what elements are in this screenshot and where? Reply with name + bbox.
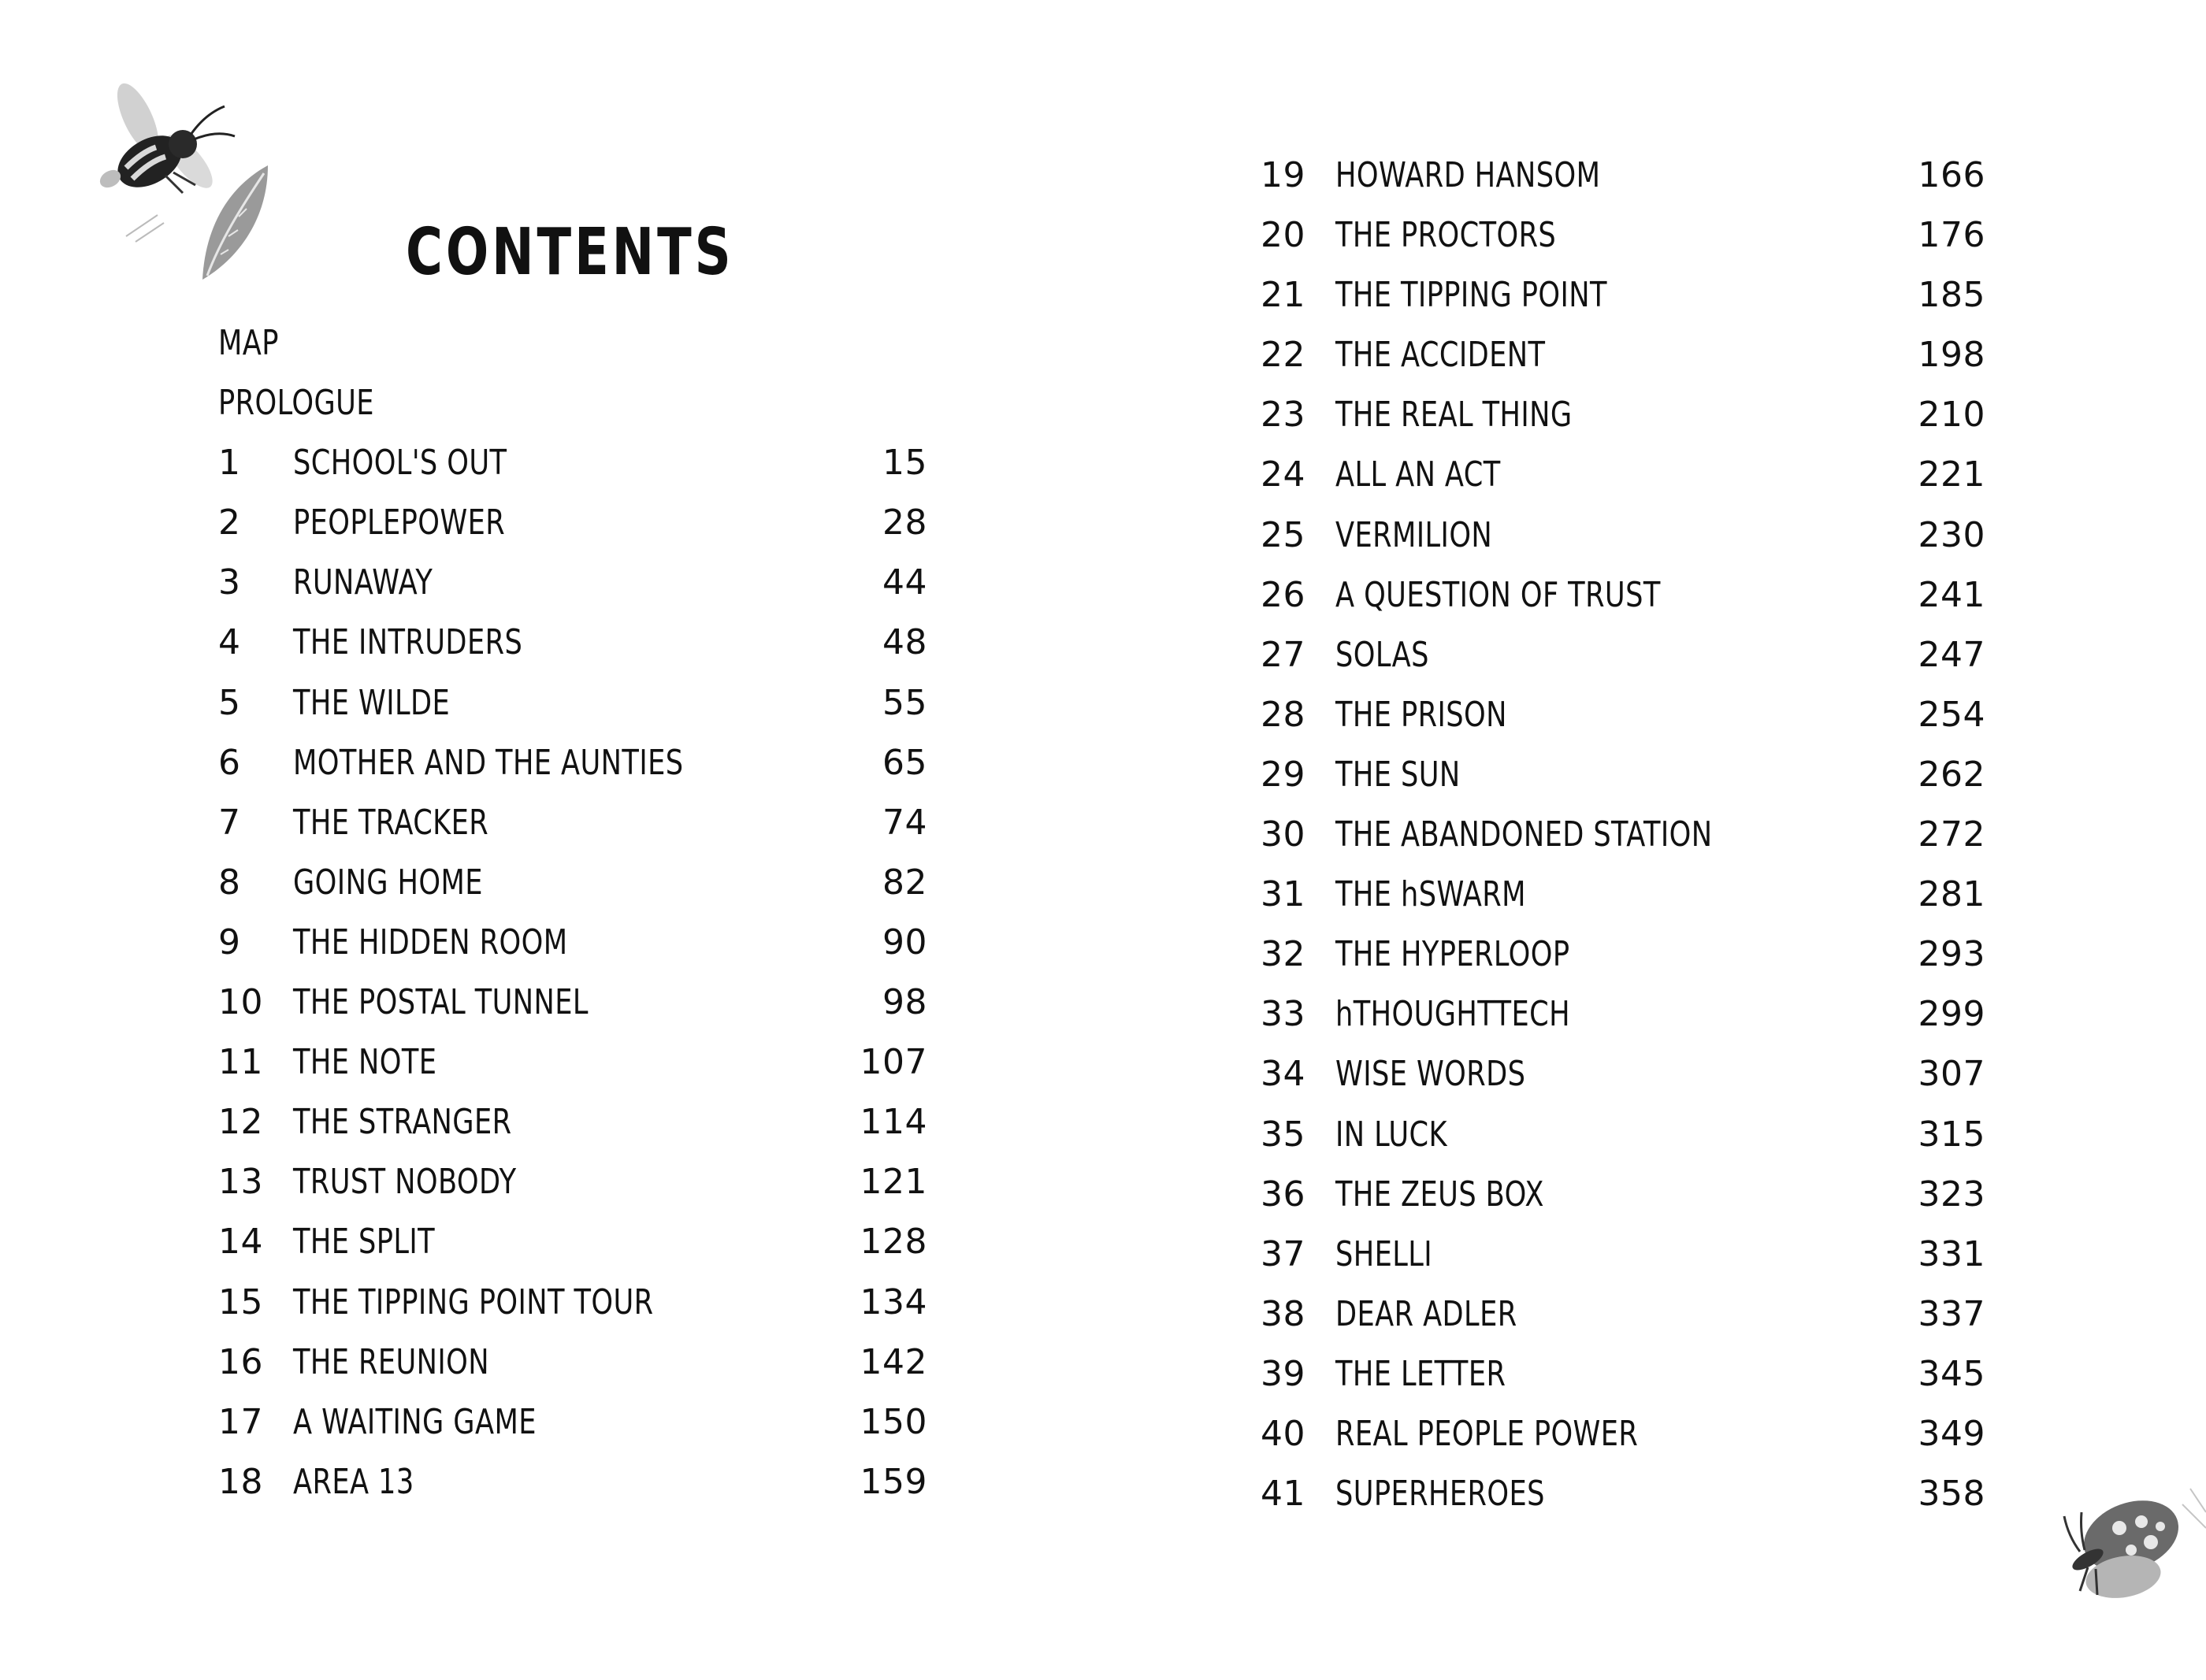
moth-icon bbox=[2025, 1481, 2206, 1623]
chapter-title: HOWARD HANSOM bbox=[1335, 155, 1601, 195]
chapter-page-number: 281 bbox=[1918, 874, 1985, 915]
chapter-number: 14 bbox=[218, 1222, 263, 1263]
chapter-number: 27 bbox=[1261, 634, 1305, 675]
toc-entry-chapter-10[interactable] bbox=[218, 973, 951, 1033]
toc-entry-chapter-18[interactable] bbox=[218, 1452, 951, 1512]
chapter-title: THE ACCIDENT bbox=[1335, 335, 1546, 376]
toc-entry-chapter-1[interactable] bbox=[218, 433, 951, 493]
toc-right-column bbox=[1261, 146, 1993, 1524]
chapter-title: VERMILION bbox=[1335, 514, 1493, 555]
toc-entry-chapter-21[interactable] bbox=[1261, 265, 1993, 325]
chapter-number: 1 bbox=[218, 443, 241, 484]
chapter-number: 9 bbox=[218, 922, 241, 962]
chapter-title: THE TRACKER bbox=[293, 802, 489, 843]
toc-entry-chapter-14[interactable] bbox=[218, 1212, 951, 1272]
chapter-page-number: 198 bbox=[1918, 335, 1985, 376]
chapter-page-number: 272 bbox=[1918, 814, 1985, 855]
toc-entry-chapter-20[interactable] bbox=[1261, 206, 1993, 265]
chapter-title: TRUST NOBODY bbox=[293, 1162, 517, 1203]
chapter-title: THE REAL THING bbox=[1335, 395, 1573, 436]
chapter-title: THE NOTE bbox=[293, 1042, 437, 1083]
chapter-title: AREA 13 bbox=[293, 1461, 414, 1502]
toc-entry-chapter-3[interactable] bbox=[218, 553, 951, 613]
chapter-title: THE STRANGER bbox=[293, 1102, 512, 1143]
chapter-number: 31 bbox=[1261, 874, 1305, 915]
chapter-page-number: 299 bbox=[1918, 994, 1985, 1035]
chapter-page-number: 90 bbox=[882, 922, 927, 962]
chapter-number: 16 bbox=[218, 1341, 263, 1382]
toc-entry-chapter-37[interactable] bbox=[1261, 1225, 1993, 1285]
leaf-icon bbox=[193, 161, 280, 287]
chapter-number: 13 bbox=[218, 1162, 263, 1203]
chapter-number: 8 bbox=[218, 862, 241, 903]
chapter-number: 33 bbox=[1261, 994, 1305, 1035]
chapter-number: 10 bbox=[218, 982, 263, 1023]
chapter-page-number: 159 bbox=[860, 1461, 927, 1502]
chapter-title: THE SUN bbox=[1335, 754, 1461, 795]
chapter-title: THE TIPPING POINT bbox=[1335, 275, 1607, 316]
chapter-title: SUPERHEROES bbox=[1335, 1474, 1545, 1515]
toc-entry-chapter-16[interactable] bbox=[218, 1333, 951, 1393]
toc-entry-chapter-9[interactable] bbox=[218, 913, 951, 973]
chapter-page-number: 121 bbox=[860, 1162, 927, 1203]
chapter-title: SCHOOL'S OUT bbox=[293, 443, 507, 484]
chapter-page-number: 349 bbox=[1918, 1413, 1985, 1454]
toc-entry-chapter-13[interactable] bbox=[218, 1152, 951, 1212]
chapter-title: SOLAS bbox=[1335, 634, 1429, 675]
chapter-title: THE POSTAL TUNNEL bbox=[293, 982, 589, 1023]
chapter-title: REAL PEOPLE POWER bbox=[1335, 1413, 1639, 1454]
chapter-number: 23 bbox=[1261, 395, 1305, 436]
toc-entry-chapter-17[interactable] bbox=[218, 1393, 951, 1452]
toc-entry-chapter-29[interactable] bbox=[1261, 745, 1993, 805]
chapter-page-number: 114 bbox=[860, 1102, 927, 1143]
toc-entry-chapter-31[interactable] bbox=[1261, 865, 1993, 925]
toc-entry-chapter-25[interactable] bbox=[1261, 506, 1993, 566]
chapter-page-number: 221 bbox=[1918, 454, 1985, 495]
chapter-number: 20 bbox=[1261, 215, 1305, 256]
chapter-title: THE PRISON bbox=[1335, 694, 1507, 735]
chapter-title: THE TIPPING POINT TOUR bbox=[293, 1281, 654, 1322]
chapter-page-number: 337 bbox=[1918, 1293, 1985, 1334]
chapter-page-number: 185 bbox=[1918, 275, 1985, 316]
chapter-title: THE HYPERLOOP bbox=[1335, 934, 1570, 975]
chapter-page-number: 176 bbox=[1918, 215, 1985, 256]
chapter-page-number: 331 bbox=[1918, 1233, 1985, 1274]
chapter-number: 11 bbox=[218, 1042, 263, 1083]
chapter-title: THE ABANDONED STATION bbox=[1335, 814, 1713, 855]
chapter-number: 12 bbox=[218, 1102, 263, 1143]
chapter-number: 4 bbox=[218, 622, 241, 663]
toc-entry-chapter-39[interactable] bbox=[1261, 1344, 1993, 1404]
chapter-number: 25 bbox=[1261, 514, 1305, 555]
toc-entry-map[interactable] bbox=[218, 313, 951, 373]
toc-entry-chapter-28[interactable] bbox=[1261, 685, 1993, 745]
chapter-title: hTHOUGHTTECH bbox=[1335, 994, 1570, 1035]
chapter-title: THE LETTER bbox=[1335, 1353, 1506, 1394]
chapter-number: 40 bbox=[1261, 1413, 1305, 1454]
toc-entry-chapter-35[interactable] bbox=[1261, 1105, 1993, 1165]
toc-entry-chapter-4[interactable] bbox=[218, 613, 951, 673]
chapter-number: 37 bbox=[1261, 1233, 1305, 1274]
chapter-page-number: 345 bbox=[1918, 1353, 1985, 1394]
toc-entry-chapter-33[interactable] bbox=[1261, 985, 1993, 1044]
toc-entry-chapter-27[interactable] bbox=[1261, 625, 1993, 685]
chapter-number: 3 bbox=[218, 562, 241, 603]
chapter-title: PEOPLEPOWER bbox=[293, 503, 506, 543]
toc-entry-chapter-8[interactable] bbox=[218, 853, 951, 913]
chapter-page-number: 315 bbox=[1918, 1114, 1985, 1155]
chapter-page-number: 107 bbox=[860, 1042, 927, 1083]
chapter-title: RUNAWAY bbox=[293, 562, 433, 603]
toc-entry-chapter-26[interactable] bbox=[1261, 566, 1993, 625]
chapter-title: THE ZEUS BOX bbox=[1335, 1174, 1544, 1215]
toc-entry-chapter-7[interactable] bbox=[218, 793, 951, 853]
chapter-page-number: 65 bbox=[882, 742, 927, 783]
toc-entry-chapter-41[interactable] bbox=[1261, 1464, 1993, 1524]
chapter-page-number: 358 bbox=[1918, 1474, 1985, 1515]
toc-entry-chapter-5[interactable] bbox=[218, 673, 951, 733]
toc-entry-chapter-15[interactable] bbox=[218, 1273, 951, 1333]
toc-entry-chapter-30[interactable] bbox=[1261, 805, 1993, 865]
chapter-page-number: 55 bbox=[882, 682, 927, 723]
chapter-number: 2 bbox=[218, 503, 241, 543]
chapter-page-number: 262 bbox=[1918, 754, 1985, 795]
chapter-number: 34 bbox=[1261, 1054, 1305, 1095]
chapter-title: ALL AN ACT bbox=[1335, 454, 1501, 495]
toc-entry-chapter-32[interactable] bbox=[1261, 925, 1993, 985]
chapter-number: 26 bbox=[1261, 574, 1305, 615]
chapter-page-number: 323 bbox=[1918, 1174, 1985, 1215]
chapter-page-number: 230 bbox=[1918, 514, 1985, 555]
toc-entry-title: MAP bbox=[218, 323, 279, 363]
chapter-page-number: 128 bbox=[860, 1222, 927, 1263]
toc-entry-chapter-34[interactable] bbox=[1261, 1044, 1993, 1104]
chapter-page-number: 166 bbox=[1918, 155, 1985, 195]
chapter-number: 15 bbox=[218, 1281, 263, 1322]
chapter-number: 24 bbox=[1261, 454, 1305, 495]
toc-entry-chapter-11[interactable] bbox=[218, 1033, 951, 1092]
chapter-title: A QUESTION OF TRUST bbox=[1335, 574, 1661, 615]
chapter-number: 35 bbox=[1261, 1114, 1305, 1155]
toc-entry-chapter-36[interactable] bbox=[1261, 1165, 1993, 1225]
chapter-page-number: 44 bbox=[882, 562, 927, 603]
chapter-number: 22 bbox=[1261, 335, 1305, 376]
chapter-number: 19 bbox=[1261, 155, 1305, 195]
toc-entry-chapter-24[interactable] bbox=[1261, 445, 1993, 505]
chapter-page-number: 247 bbox=[1918, 634, 1985, 675]
chapter-page-number: 142 bbox=[860, 1341, 927, 1382]
chapter-number: 36 bbox=[1261, 1174, 1305, 1215]
chapter-page-number: 98 bbox=[882, 982, 927, 1023]
chapter-number: 39 bbox=[1261, 1353, 1305, 1394]
chapter-page-number: 150 bbox=[860, 1401, 927, 1442]
chapter-page-number: 28 bbox=[882, 503, 927, 543]
chapter-title: A WAITING GAME bbox=[293, 1401, 537, 1442]
chapter-title: THE REUNION bbox=[293, 1341, 490, 1382]
toc-entry-chapter-2[interactable] bbox=[218, 493, 951, 553]
chapter-page-number: 74 bbox=[882, 802, 927, 843]
toc-entry-prologue[interactable] bbox=[218, 373, 951, 433]
chapter-page-number: 48 bbox=[882, 622, 927, 663]
chapter-number: 18 bbox=[218, 1461, 263, 1502]
toc-left-column bbox=[218, 313, 951, 1512]
toc-entry-chapter-12[interactable] bbox=[218, 1092, 951, 1152]
chapter-number: 38 bbox=[1261, 1293, 1305, 1334]
chapter-title: GOING HOME bbox=[293, 862, 483, 903]
chapter-title: THE WILDE bbox=[293, 682, 451, 723]
chapter-title: THE PROCTORS bbox=[1335, 215, 1557, 256]
chapter-number: 6 bbox=[218, 742, 241, 783]
chapter-title: THE HIDDEN ROOM bbox=[293, 922, 568, 962]
chapter-title: SHELLI bbox=[1335, 1233, 1433, 1274]
chapter-number: 17 bbox=[218, 1401, 263, 1442]
chapter-page-number: 254 bbox=[1918, 694, 1985, 735]
chapter-number: 28 bbox=[1261, 694, 1305, 735]
chapter-page-number: 293 bbox=[1918, 934, 1985, 975]
chapter-number: 29 bbox=[1261, 754, 1305, 795]
toc-entry-chapter-6[interactable] bbox=[218, 733, 951, 793]
chapter-title: MOTHER AND THE AUNTIES bbox=[293, 742, 684, 783]
toc-entry-chapter-22[interactable] bbox=[1261, 325, 1993, 385]
chapter-number: 32 bbox=[1261, 934, 1305, 975]
toc-entry-chapter-38[interactable] bbox=[1261, 1285, 1993, 1344]
chapter-page-number: 15 bbox=[882, 443, 927, 484]
chapter-page-number: 82 bbox=[882, 862, 927, 903]
chapter-number: 30 bbox=[1261, 814, 1305, 855]
chapter-title: DEAR ADLER bbox=[1335, 1293, 1517, 1334]
chapter-number: 41 bbox=[1261, 1474, 1305, 1515]
chapter-title: IN LUCK bbox=[1335, 1114, 1447, 1155]
page-title: CONTENTS bbox=[406, 214, 734, 290]
chapter-number: 5 bbox=[218, 682, 241, 723]
chapter-page-number: 210 bbox=[1918, 395, 1985, 436]
chapter-title: THE INTRUDERS bbox=[293, 622, 523, 663]
chapter-title: WISE WORDS bbox=[1335, 1054, 1526, 1095]
chapter-page-number: 307 bbox=[1918, 1054, 1985, 1095]
toc-entry-chapter-40[interactable] bbox=[1261, 1404, 1993, 1464]
chapter-number: 7 bbox=[218, 802, 241, 843]
chapter-page-number: 241 bbox=[1918, 574, 1985, 615]
toc-entry-chapter-23[interactable] bbox=[1261, 385, 1993, 445]
chapter-title: THE SPLIT bbox=[293, 1222, 436, 1263]
chapter-number: 21 bbox=[1261, 275, 1305, 316]
toc-entry-chapter-19[interactable] bbox=[1261, 146, 1993, 206]
chapter-title: THE hSWARM bbox=[1335, 874, 1526, 915]
toc-entry-title: PROLOGUE bbox=[218, 383, 374, 424]
chapter-page-number: 134 bbox=[860, 1281, 927, 1322]
